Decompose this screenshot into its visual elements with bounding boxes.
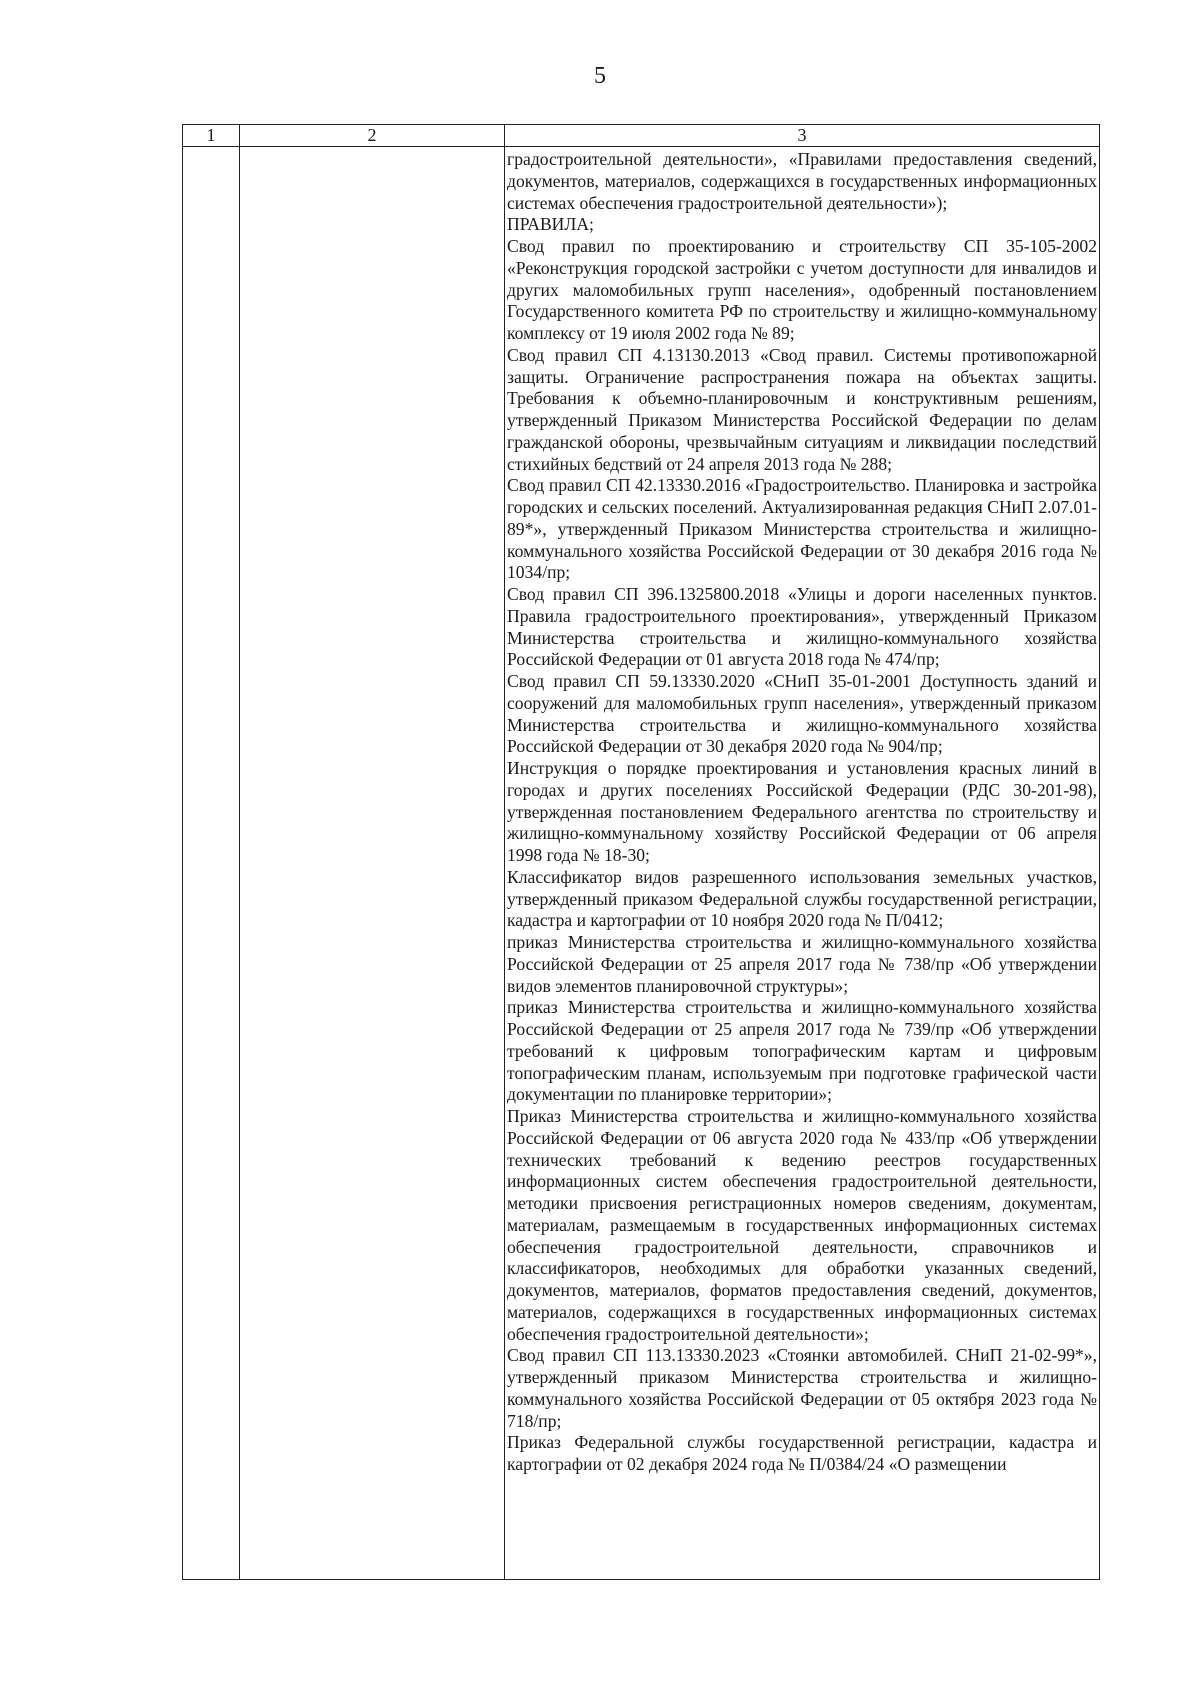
column-divider-1	[239, 125, 240, 1579]
page-number: 5	[594, 63, 606, 89]
list-item: Приказ Министерства строительства и жилищно-коммунального хозяйства Российской Федерации от 06 августа 2020 года № 433/пр «Об утверждении технических требований к ведению реестров государственных информационных систем обеспечения градостроительной деятельности, методики присвоения регистрационных номеров сведениям, документам, материалам, размещаемым в государственных информационных системах обеспечения градостроительной деятельности, справочников и классификаторов, необходимых для обработки указанных сведений, документов, материалов, форматов предоставления сведений, документов, материалов, содержащихся в государственных информационных системах обеспечения градостроительной деятельности»;	[507, 1106, 1097, 1344]
list-item: Свод правил СП 396.1325800.2018 «Улицы и дороги населенных пунктов. Правила градостроительного проектирования», утвержденный Приказом Министерства строительства и жилищно-коммунального хозяйства Российской Федерации от 01 августа 2018 года № 474/пр;	[507, 584, 1097, 670]
column-divider-2	[504, 125, 505, 1579]
list-item: Свод правил СП 113.13330.2023 «Стоянки автомобилей. СНиП 21-02-99*», утвержденный приказом Министерства строительства и жилищно-коммунального хозяйства Российской Федерации от 05 октября 2023 года № 718/пр;	[507, 1345, 1097, 1431]
list-item: приказ Министерства строительства и жилищно-коммунального хозяйства Российской Федерации от 25 апреля 2017 года № 739/пр «Об утверждении требований к цифровым топографическим картам и цифровым топографическим планам, используемым при подготовке графической части документации по планировке территории»;	[507, 997, 1097, 1105]
list-item: градостроительной деятельности», «Правилами предоставления сведений, документов, материалов, содержащихся в государственных информационных системах обеспечения градостроительной деятельности»);	[507, 149, 1097, 213]
list-item: Свод правил СП 42.13330.2016 «Градостроительство. Планировка и застройка городских и сельских поселений. Актуализированная редакция СНиП 2.07.01-89*», утвержденный Приказом Министерства строительства и жилищно-коммунального хозяйства Российской Федерации от 30 декабря 2016 года № 1034/пр;	[507, 475, 1097, 583]
header-col-1: 1	[206, 125, 216, 145]
list-item: Приказ Федеральной службы государственной регистрации, кадастра и картографии от 02 декабря 2024 года № П/0384/24 «О размещении	[507, 1432, 1097, 1474]
table-header-row	[183, 125, 1099, 147]
list-item: Свод правил СП 59.13330.2020 «СНиП 35-01-2001 Доступность зданий и сооружений для маломобильных групп населения», утвержденный приказом Министерства строительства и жилищно-коммунального хозяйства Российской Федерации от 30 декабря 2020 года № 904/пр;	[507, 671, 1097, 757]
list-item: ПРАВИЛА;	[507, 214, 594, 235]
list-item: Классификатор видов разрешенного использования земельных участков, утвержденный приказом Федеральной службы государственной регистрации, кадастра и картографии от 10 ноября 2020 года № П/0412;	[507, 866, 1097, 931]
column-3-text	[507, 149, 1097, 1476]
header-col-3: 3	[797, 125, 807, 145]
document-table	[182, 124, 1100, 1580]
list-item: Инструкция о порядке проектирования и установления красных линий в городах и других поселениях Российской Федерации (РДС 30-201-98), утвержденная постановлением Федерального агентства по строительству и жилищно-коммунальному хозяйству Российской Федерации от 06 апреля 1998 года № 18-30;	[507, 758, 1097, 865]
list-item: Свод правил по проектированию и строительству СП 35-105-2002 «Реконструкция городской застройки с учетом доступности для инвалидов и других маломобильных групп населения», одобренный постановлением Государственного комитета РФ по строительству и жилищно-коммунальному комплексу от 19 июля 2002 года № 89;	[507, 236, 1097, 343]
list-item: Свод правил СП 4.13130.2013 «Свод правил. Системы противопожарной защиты. Ограничение распространения пожара на объектах защиты. Требования к объемно-планировочным и конструктивным решениям, утвержденный Приказом Министерства Российской Федерации по делам гражданской обороны, чрезвычайным ситуациям и ликвидации последствий стихийных бедствий от 24 апреля 2013 года № 288;	[507, 344, 1097, 474]
list-item: приказ Министерства строительства и жилищно-коммунального хозяйства Российской Федерации от 25 апреля 2017 года № 738/пр «Об утверждении видов элементов планировочной структуры»;	[507, 932, 1097, 996]
header-col-2: 2	[367, 125, 377, 145]
